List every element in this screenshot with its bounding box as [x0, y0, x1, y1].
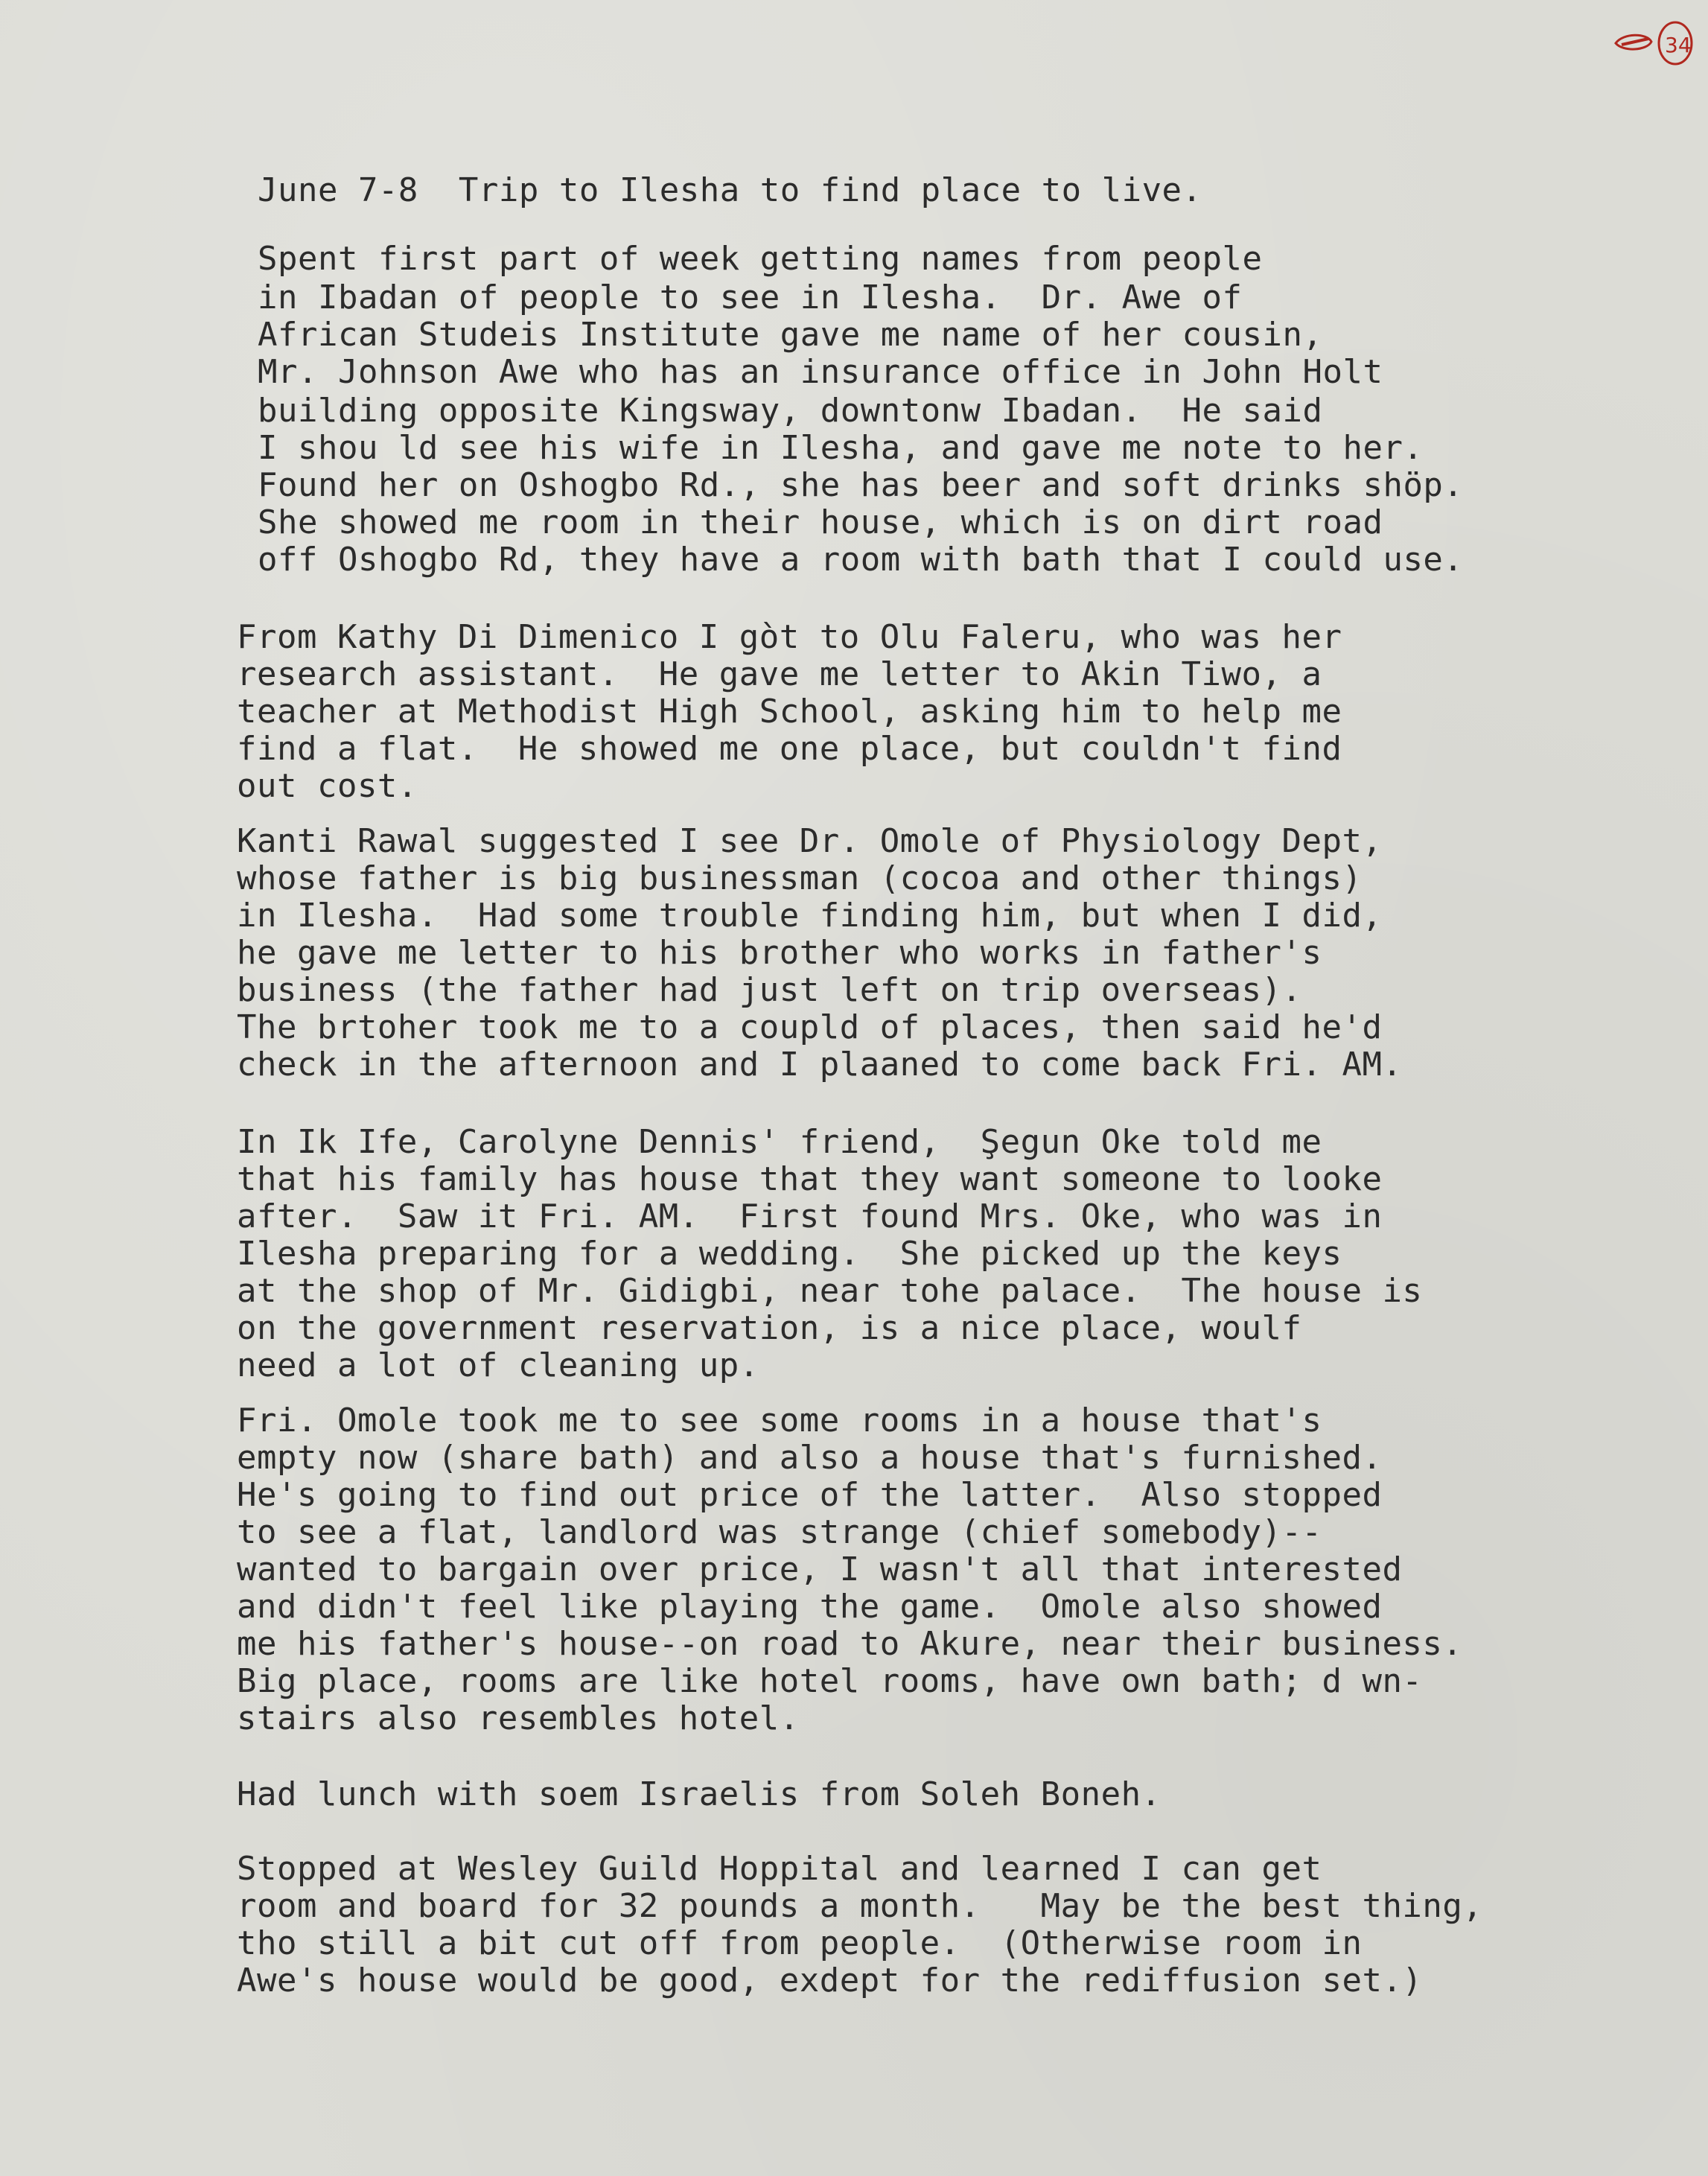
text-line: on the government reservation, is a nice place, woulf — [237, 1309, 1302, 1347]
text-line: stairs also resembles hotel. — [237, 1699, 800, 1737]
text-line: Spent first part of week getting names from people — [258, 240, 1263, 278]
text-line: Kanti Rawal suggested I see Dr. Omole of Physiology Dept, — [237, 822, 1383, 860]
text-line: room and board for 32 pounds a month. May be the best thing, — [237, 1887, 1483, 1925]
text-line: to see a flat, landlord was strange (chief somebody)-- — [237, 1513, 1322, 1551]
text-line: From Kathy Di Dimenico I gòt to Olu Faleru, who was her — [237, 618, 1342, 656]
text-line: out cost. — [237, 767, 418, 805]
text-line: Had lunch with soem Israelis from Soleh Boneh. — [237, 1775, 1161, 1813]
text-line: me his father's house--on road to Akure, near their business. — [237, 1625, 1463, 1663]
text-line: I shou ld see his wife in Ilesha, and gave me note to her. — [258, 429, 1424, 467]
text-line: Fri. Omole took me to see some rooms in a house that's — [237, 1402, 1322, 1439]
text-line: off Oshogbo Rd, they have a room with bath that I could use. — [258, 541, 1464, 579]
text-line: empty now (share bath) and also a house that's furnished. — [237, 1439, 1383, 1477]
text-line: African Studeis Institute gave me name of her cousin, — [258, 316, 1323, 354]
text-line: whose father is big businessman (cocoa and other things) — [237, 859, 1363, 897]
text-line: Ilesha preparing for a wedding. She picked up the keys — [237, 1235, 1342, 1273]
text-line: Mr. Johnson Awe who has an insurance office in John Holt — [258, 353, 1383, 391]
text-line: Found her on Oshogbo Rd., she has beer and soft drinks shöp. — [258, 466, 1464, 504]
text-line: Big place, rooms are like hotel rooms, have own bath; d wn- — [237, 1662, 1423, 1700]
text-line: research assistant. He gave me letter to Akin Tiwo, a — [237, 655, 1322, 693]
entry-heading: June 7-8 Trip to Ilesha to find place to live. — [258, 171, 1202, 209]
text-line: tho still a bit cut off from people. (Otherwise room in — [237, 1924, 1363, 1962]
text-line: check in the afternoon and I plaaned to come back Fri. AM. — [237, 1046, 1403, 1084]
text-line: that his family has house that they want someone to looke — [237, 1160, 1383, 1198]
text-line: Stopped at Wesley Guild Hoppital and learned I can get — [237, 1850, 1322, 1888]
page-number-text: 34 — [1665, 33, 1692, 57]
text-line: Awe's house would be good, exdept for the rediffusion set.) — [237, 1962, 1423, 2000]
text-line: in Ibadan of people to see in Ilesha. Dr. Awe of — [258, 279, 1243, 316]
page-number-mark — [1613, 16, 1695, 69]
text-line: building opposite Kingsway, downtonw Ibadan. He said — [258, 392, 1323, 430]
text-line: find a flat. He showed me one place, but couldn't find — [237, 730, 1342, 768]
text-line: He's going to find out price of the latter. Also stopped — [237, 1476, 1383, 1514]
text-line: need a lot of cleaning up. — [237, 1346, 759, 1384]
text-line: after. Saw it Fri. AM. First found Mrs. Oke, who was in — [237, 1197, 1383, 1235]
text-line: at the shop of Mr. Gidigbi, near tohe palace. The house is — [237, 1272, 1423, 1310]
text-line: The brtoher took me to a coupld of places, then said he'd — [237, 1008, 1383, 1046]
text-line: teacher at Methodist High School, asking him to help me — [237, 693, 1342, 731]
text-line: In Ik Ife, Carolyne Dennis' friend, Şegun Oke told me — [237, 1123, 1322, 1161]
text-line: he gave me letter to his brother who works in father's — [237, 934, 1322, 972]
text-line: She showed me room in their house, which is on dirt road — [258, 503, 1383, 541]
text-line: wanted to bargain over price, I wasn't all that interested — [237, 1550, 1403, 1588]
text-line: business (the father had just left on trip overseas). — [237, 971, 1302, 1009]
text-line: and didn't feel like playing the game. Omole also showed — [237, 1588, 1383, 1626]
text-line: in Ilesha. Had some trouble finding him, but when I did, — [237, 897, 1383, 935]
